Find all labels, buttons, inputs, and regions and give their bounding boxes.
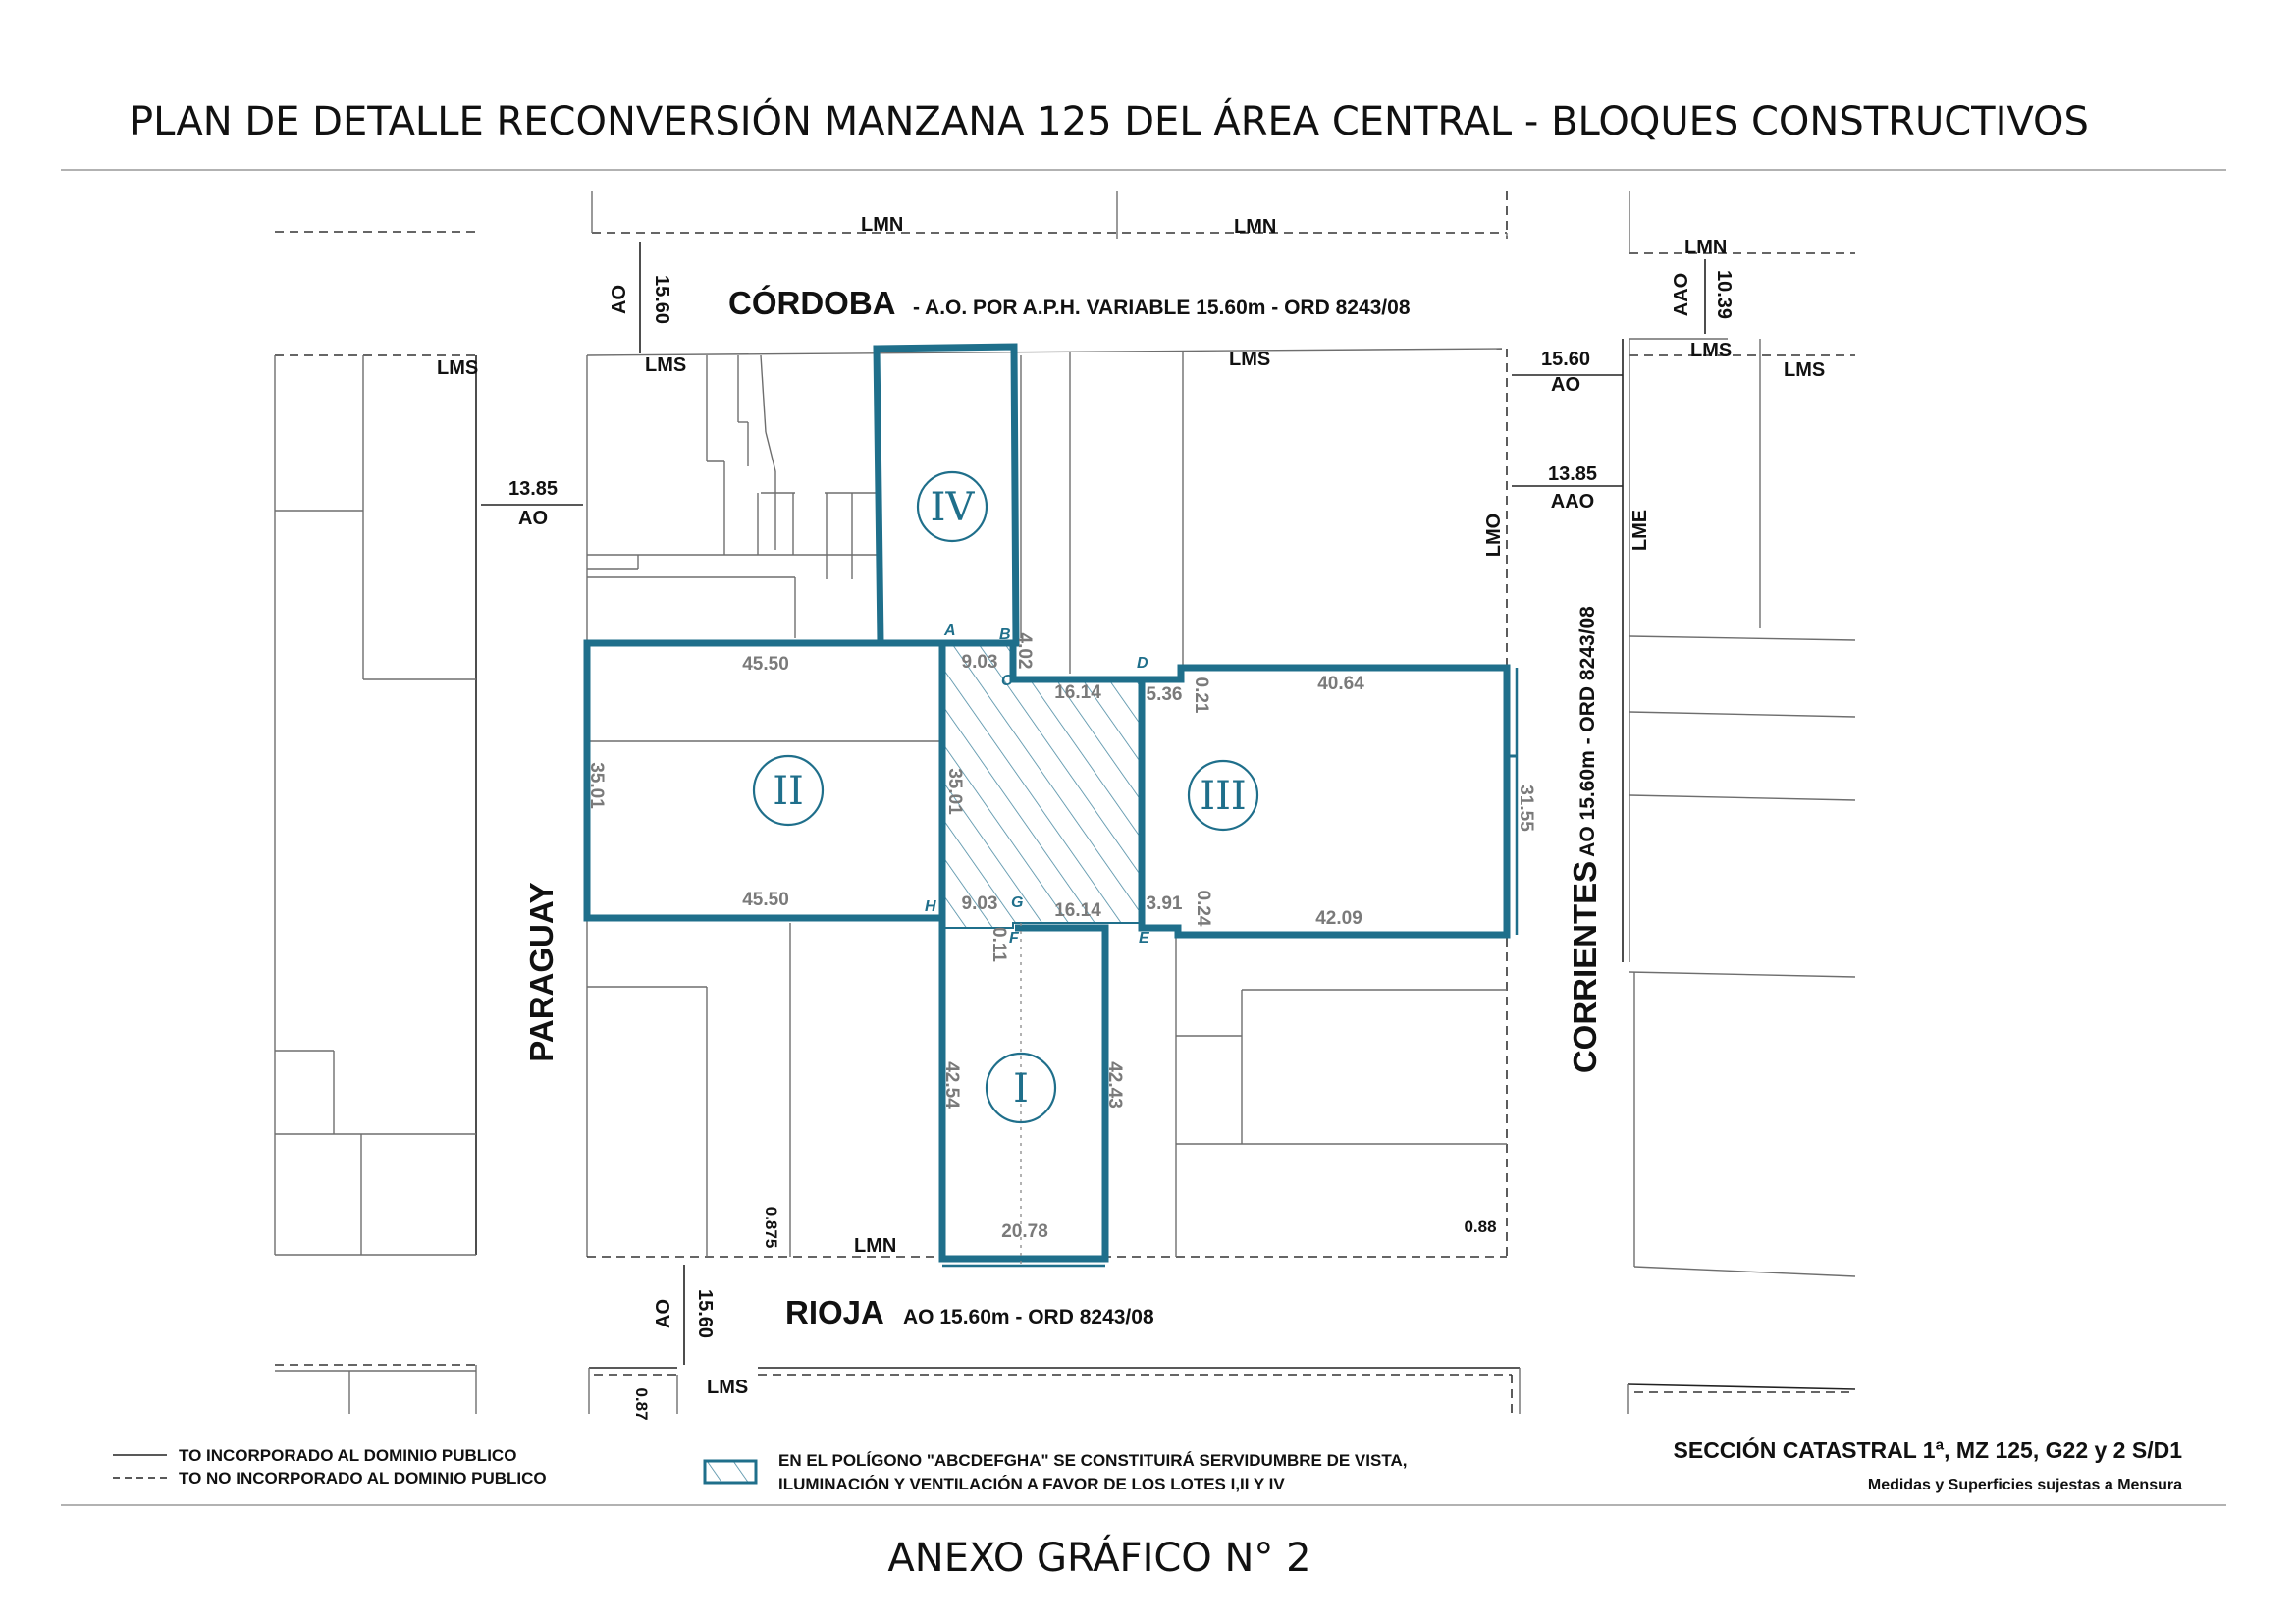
block-ii-bottom-dim: 45.50 [742,890,789,910]
point-c: C [1001,673,1013,689]
block-iii-bottom-dim: 42.09 [1315,908,1362,929]
lms-label-4: LMS [1784,359,1826,381]
block-i-right-dim: 42.43 [1104,1061,1125,1109]
block-ii-marker [754,756,823,825]
point-b: B [999,626,1011,643]
ne-width-aao: AAO [1671,272,1692,317]
dim-088: 0.88 [1464,1218,1497,1236]
dim-0875: 0.875 [762,1206,780,1249]
cadastral-note: Medidas y Superficies sujestas a Mensura [1867,1477,2182,1493]
block-i-label: I [1013,1066,1029,1111]
north-strip [592,191,1855,253]
block-ii-outline [587,643,942,918]
point-g: G [1011,894,1024,911]
legend-solid-text: TO INCORPORADO AL DOMINIO PUBLICO [179,1446,517,1465]
east-width-value-1: 15.60 [1540,349,1591,370]
east-block [1623,339,1855,1414]
lms-label-1: LMS [645,354,687,376]
legend-hatch-line2: ILUMINACIÓN Y VENTILACIÓN A FAVOR DE LOS LOTES I,II Y IV [778,1475,1285,1493]
poly-d-top: 4.02 [1014,632,1035,670]
west-width-ao: AO [518,508,548,529]
block-i-bottom-dim: 20.78 [1001,1221,1048,1242]
lms-label-2: LMS [1229,349,1271,370]
poly-top-dim: 9.03 [961,652,998,673]
north-width-ao: AO [609,285,630,314]
block-ii-label: II [773,769,804,814]
poly-d-right-top: 5.36 [1146,684,1183,705]
legend-dashed-text: TO NO INCORPORADO AL DOMINIO PUBLICO [179,1469,547,1488]
poly-d-024: 0.24 [1193,890,1213,927]
block-iv-label: IV [930,485,975,530]
east-width-aao: AAO [1550,491,1595,513]
lms-label-south: LMS [707,1377,749,1398]
west-width-value: 13.85 [507,478,559,500]
block-iv-marker [918,472,987,541]
lms-label-3: LMS [1690,340,1733,361]
legend [113,1436,2182,1493]
lmn-label-2: LMN [1234,216,1277,238]
street-cordoba-rule: - A.O. POR A.P.H. VARIABLE 15.60m - ORD 8243/08 [913,297,1411,319]
east-width-value-2: 13.85 [1547,463,1598,485]
point-d: D [1137,655,1148,672]
servidumbre-polygon [942,643,1142,928]
point-h: H [925,898,936,915]
block-iii-marker [1189,761,1257,830]
poly-center-bottom-dim: 16.14 [1054,900,1101,921]
lms-label-w: LMS [437,357,479,379]
lme-label: LME [1629,509,1651,552]
cadastral-section: SECCIÓN CATASTRAL 1ª, MZ 125, G22 y 2 S/D1 [1673,1437,2182,1463]
point-a: A [944,623,956,639]
poly-bottom-dim: 9.03 [961,893,998,914]
south-width-value: 15.60 [694,1288,716,1339]
north-width-value: 15.60 [651,274,672,325]
annex-title: ANEXO GRÁFICO N° 2 [887,1536,1311,1581]
lmn-label-south: LMN [854,1235,897,1257]
street-rioja: RIOJA [785,1294,884,1330]
block-iii-right-dim: 31.55 [1516,785,1536,832]
block-iii-label: III [1200,774,1247,819]
street-rioja-rule: AO 15.60m - ORD 8243/08 [903,1306,1154,1328]
dim-087: 0.87 [632,1387,651,1421]
point-e: E [1139,930,1149,947]
point-f: F [1009,930,1019,947]
legend-hatch-swatch [705,1461,756,1483]
west-block [275,232,479,1414]
south-width-ao: AO [653,1299,674,1328]
lmn-label-3: LMN [1684,237,1728,258]
lmn-label-1: LMN [861,214,904,236]
street-cordoba: CÓRDOBA [728,285,896,321]
poly-center-top-dim: 16.14 [1054,682,1101,703]
lmo-label: LMO [1483,513,1505,558]
ne-width-value: 10.39 [1713,269,1735,320]
page-title: PLAN DE DETALLE RECONVERSIÓN MANZANA 125 DEL ÁREA CENTRAL - BLOQUES CONSTRUCTIVOS [130,99,2089,144]
block-i-left-dim: 42.54 [941,1061,962,1109]
street-corrientes: CORRIENTES [1567,860,1603,1074]
block-ii-top-dim: 45.50 [742,654,789,675]
street-paraguay: PARAGUAY [523,882,560,1062]
poly-d-021: 0.21 [1191,677,1211,714]
east-width-ao: AO [1551,374,1580,396]
legend-hatch-line1: EN EL POLÍGONO "ABCDEFGHA" SE CONSTITUIRÁ SERVIDUMBRE DE VISTA, [778,1451,1408,1470]
block-ii-left-dim: 35.01 [586,762,607,809]
street-corrientes-rule: AO 15.60m - ORD 8243/08 [1576,606,1599,857]
block-iii-top-dim: 40.64 [1317,674,1364,694]
poly-side-dim: 35.01 [944,768,965,815]
poly-d-011: 0.11 [988,927,1009,962]
poly-d-right-bottom: 3.91 [1146,893,1183,914]
